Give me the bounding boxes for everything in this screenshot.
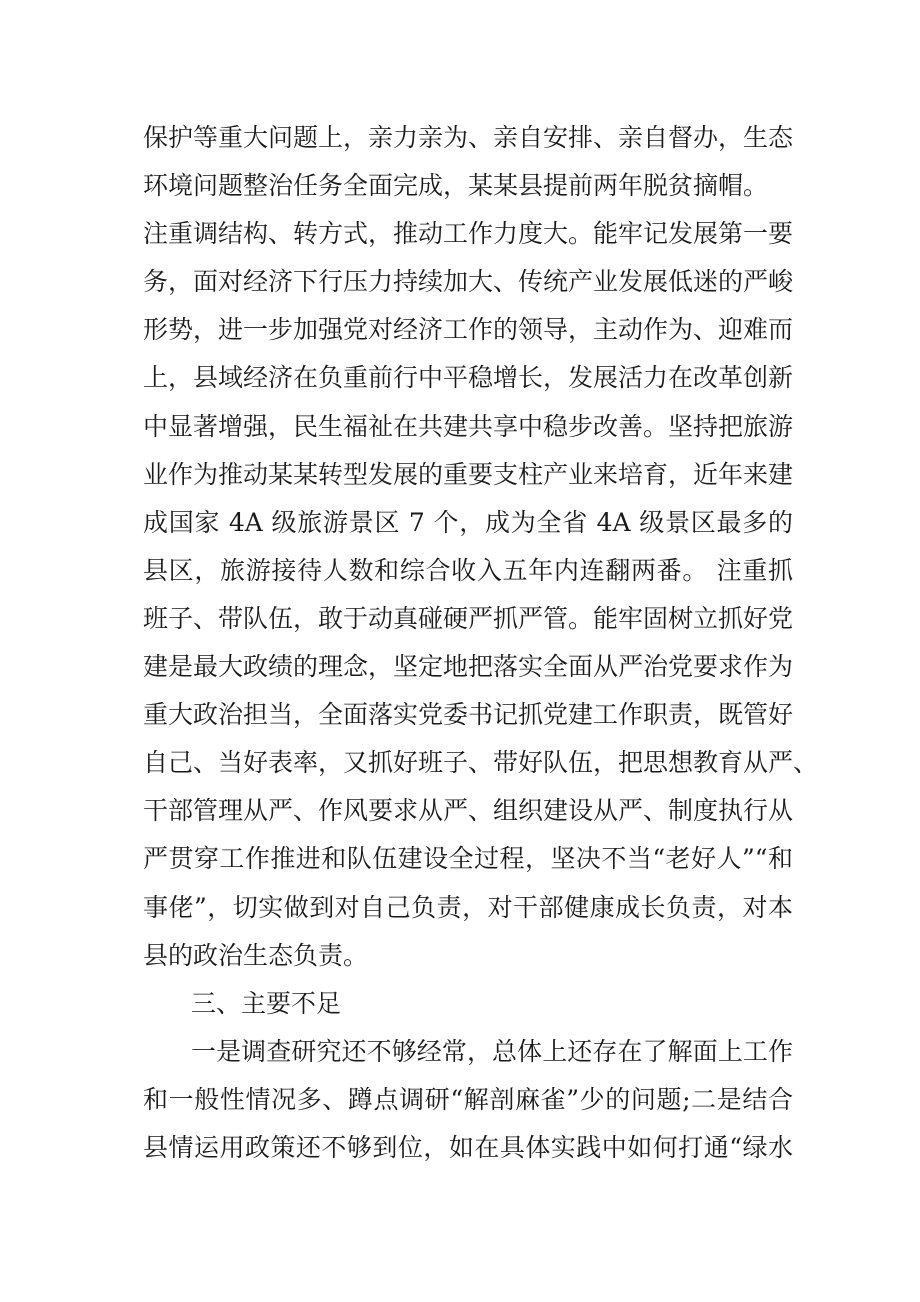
- text-line: 保护等重大问题上，亲力亲为、亲自安排、亲自督办，生态: [143, 123, 794, 152]
- body-text: [143, 114, 819, 1172]
- text-line: 班子、带队伍，敢于动真碰硬严抓严管。能牢固树立抓好党: [143, 603, 794, 633]
- text-line: 和一般性情况多、蹲点调研“解剖麻雀”少的问题;二是结合: [143, 1084, 793, 1114]
- text-line: 中显著增强，民生福祉在共建共享中稳步改善。坚持把旅游: [143, 411, 794, 441]
- text-line: 县情运用政策还不够到位，如在具体实践中如何打通“绿水: [143, 1132, 793, 1162]
- text-line: 事佬”，切实做到对自己负责，对干部健康成长负责，对本: [143, 892, 793, 922]
- text-line: 干部管理从严、作风要求从严、组织建设从严、制度执行从: [143, 796, 794, 826]
- text-line: 严贯穿工作推进和队伍建设全过程，坚决不当“老好人”“和: [143, 844, 793, 874]
- text-line: 形势，进一步加强党对经济工作的领导，主动作为、迎难而: [143, 315, 794, 345]
- text-line: 县的政治生态负责。: [143, 940, 369, 970]
- text-line: 县区，旅游接待人数和综合收入五年内连翻两番。 注重抓: [143, 555, 793, 585]
- text-line: 务，面对经济下行压力持续加大、传统产业发展低迷的严峻: [143, 267, 794, 297]
- text-line: 注重调结构、转方式，推动工作力度大。能牢记发展第一要: [143, 219, 794, 249]
- text-line: 环境问题整治任务全面完成，某某县提前两年脱贫摘帽。: [143, 171, 769, 201]
- text-line: 自己、当好表率，又抓好班子、带好队伍，把思想教育从严、: [143, 748, 819, 778]
- text-line: 建是最大政绩的理念，坚定地把落实全面从严治党要求作为: [143, 652, 794, 682]
- text-line: 重大政治担当，全面落实党委书记抓党建工作职责，既管好: [143, 700, 794, 730]
- section-heading: 三、主要不足: [191, 988, 342, 1018]
- text-line: 成国家 4A 级旅游景区 7 个，成为全省 4A 级景区最多的: [143, 507, 793, 537]
- text-line: 业作为推动某某转型发展的重要支柱产业来培育，近年来建: [143, 459, 794, 489]
- text-line: 上，县域经济在负重前行中平稳增长，发展活力在改革创新: [143, 363, 794, 393]
- text-line: 一是调查研究还不够经常，总体上还存在了解面上工作: [191, 1036, 793, 1066]
